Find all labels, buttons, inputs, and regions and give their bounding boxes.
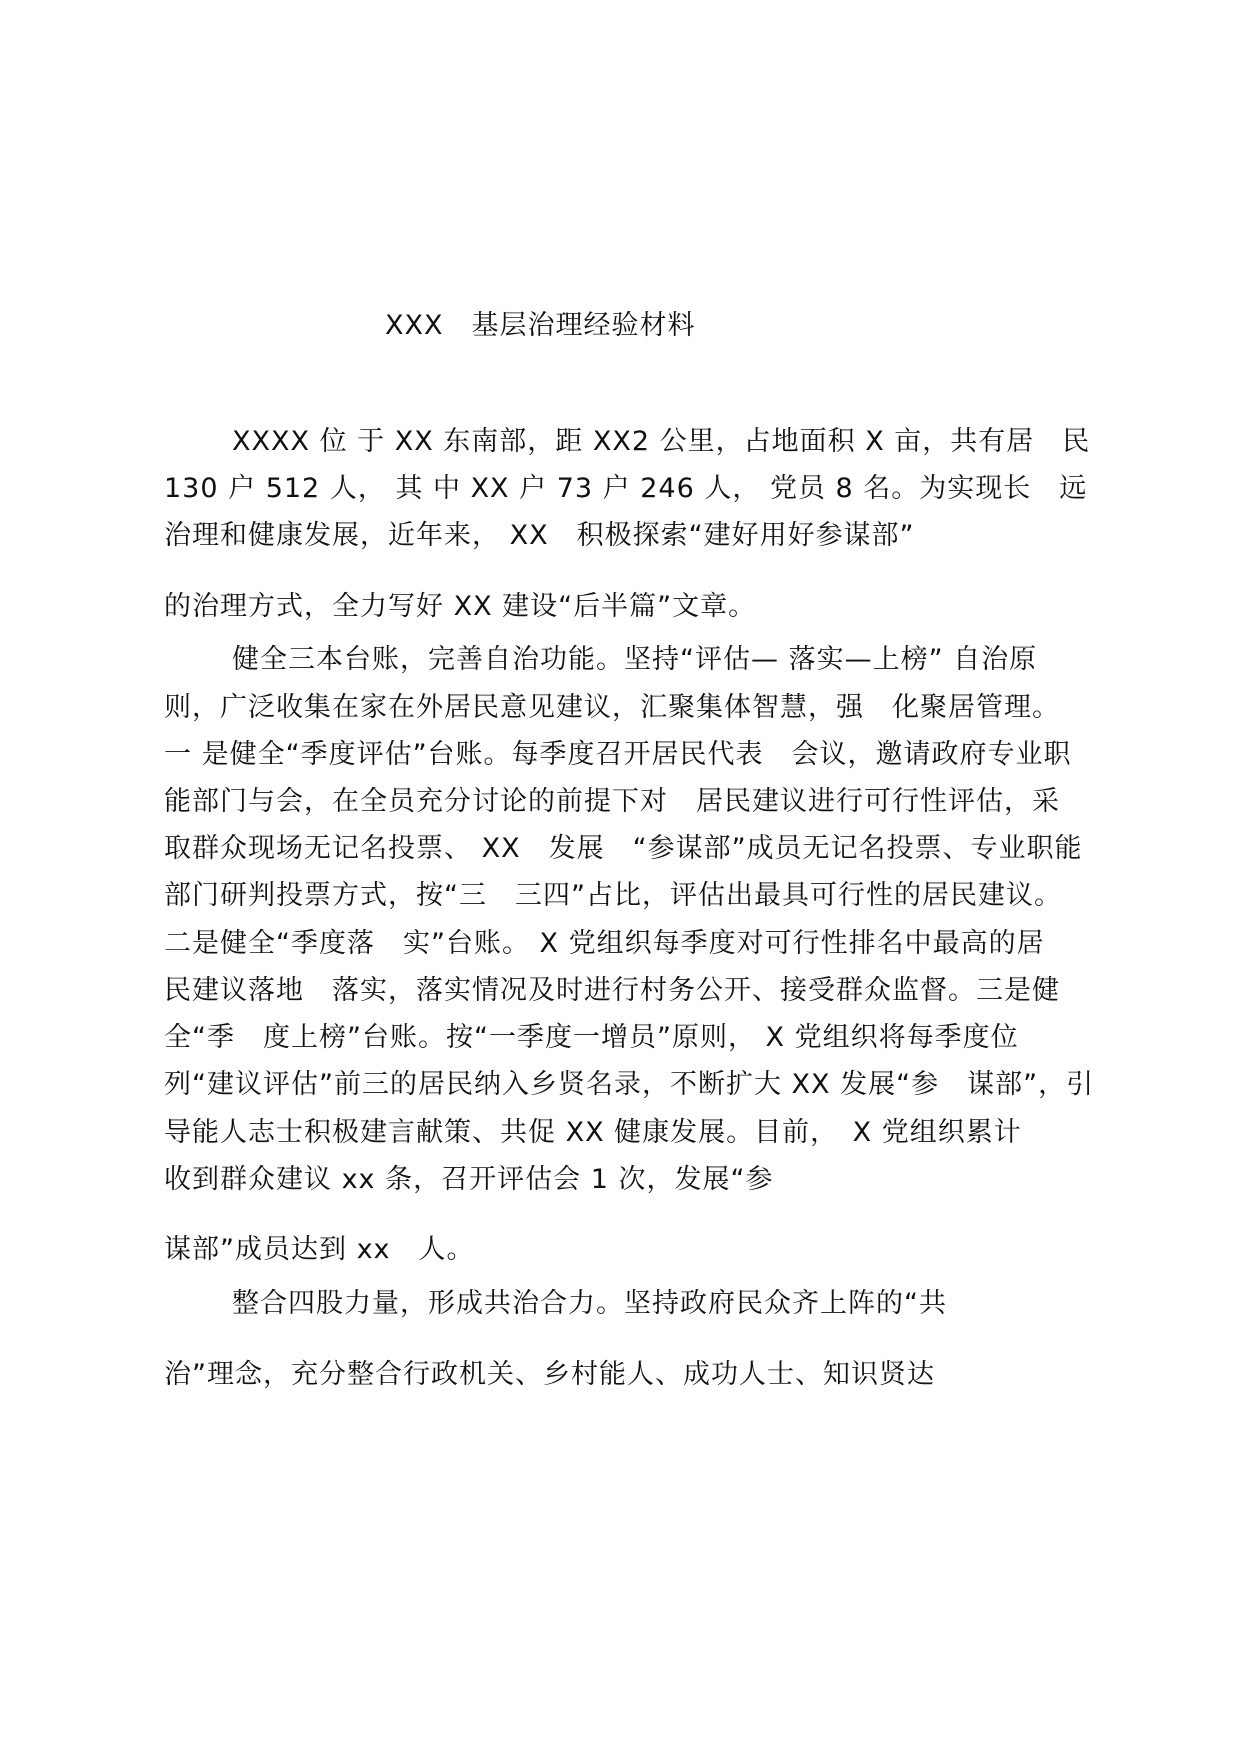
paragraph-line: 二是健全“季度落 实”台账。 X 党组织每季度对可行性排名中最高的居: [164, 928, 1045, 959]
paragraph-line: 治”理念，充分整合行政机关、乡村能人、成功人士、知识贤达: [164, 1359, 935, 1390]
paragraph-line: 列“建议评估”前三的居民纳入乡贤名录，不断扩大 XX 发展“参 谋部”，引: [164, 1069, 1095, 1100]
document-title: XXX 基层治理经验材料: [385, 310, 696, 341]
paragraph-line: 能部门与会，在全员充分讨论的前提下对 居民建议进行可行性评估，采: [164, 786, 1060, 817]
paragraph-line: 则，广泛收集在家在外居民意见建议，汇聚集体智慧，强 化聚居管理。: [164, 692, 1060, 723]
paragraph-line: 的治理方式，全力写好 XX 建设“后半篇”文章。: [164, 591, 757, 622]
paragraph-line: 民建议落地 落实，落实情况及时进行村务公开、接受群众监督。三是健: [164, 975, 1060, 1006]
paragraph-line: 部门研判投票方式，按“三 三四”占比，评估出最具可行性的居民建议。: [164, 880, 1062, 911]
paragraph-line: 取群众现场无记名投票、 XX 发展 “参谋部”成员无记名投票、专业职能: [164, 833, 1083, 864]
paragraph-line: 整合四股力量，形成共治合力。坚持政府民众齐上阵的“共: [232, 1288, 947, 1319]
paragraph-line: 收到群众建议 xx 条，召开评估会 1 次，发展“参: [164, 1164, 774, 1195]
paragraph-line: 一 是健全“季度评估”台账。每季度召开居民代表 会议，邀请政府专业职: [164, 739, 1072, 770]
paragraph-line: 130 户 512 人， 其 中 XX 户 73 户 246 人， 党员 8 名。为实现长 远: [164, 473, 1088, 504]
paragraph-line: 治理和健康发展，近年来， XX 积极探索“建好用好参谋部”: [164, 520, 915, 551]
paragraph-line: 全“季 度上榜”台账。按“一季度一增员”原则， X 党组织将每季度位: [164, 1022, 1019, 1053]
paragraph-line: 导能人志士积极建言献策、共促 XX 健康发展。目前， X 党组织累计: [164, 1117, 1022, 1148]
paragraph-line: XXXX 位 于 XX 东南部，距 XX2 公里，占地面积 X 亩，共有居 民: [232, 426, 1091, 457]
paragraph-line: 谋部”成员达到 xx 人。: [164, 1234, 475, 1265]
paragraph-line: 健全三本台账，完善自治功能。坚持“评估— 落实—上榜” 自治原: [232, 644, 1038, 675]
